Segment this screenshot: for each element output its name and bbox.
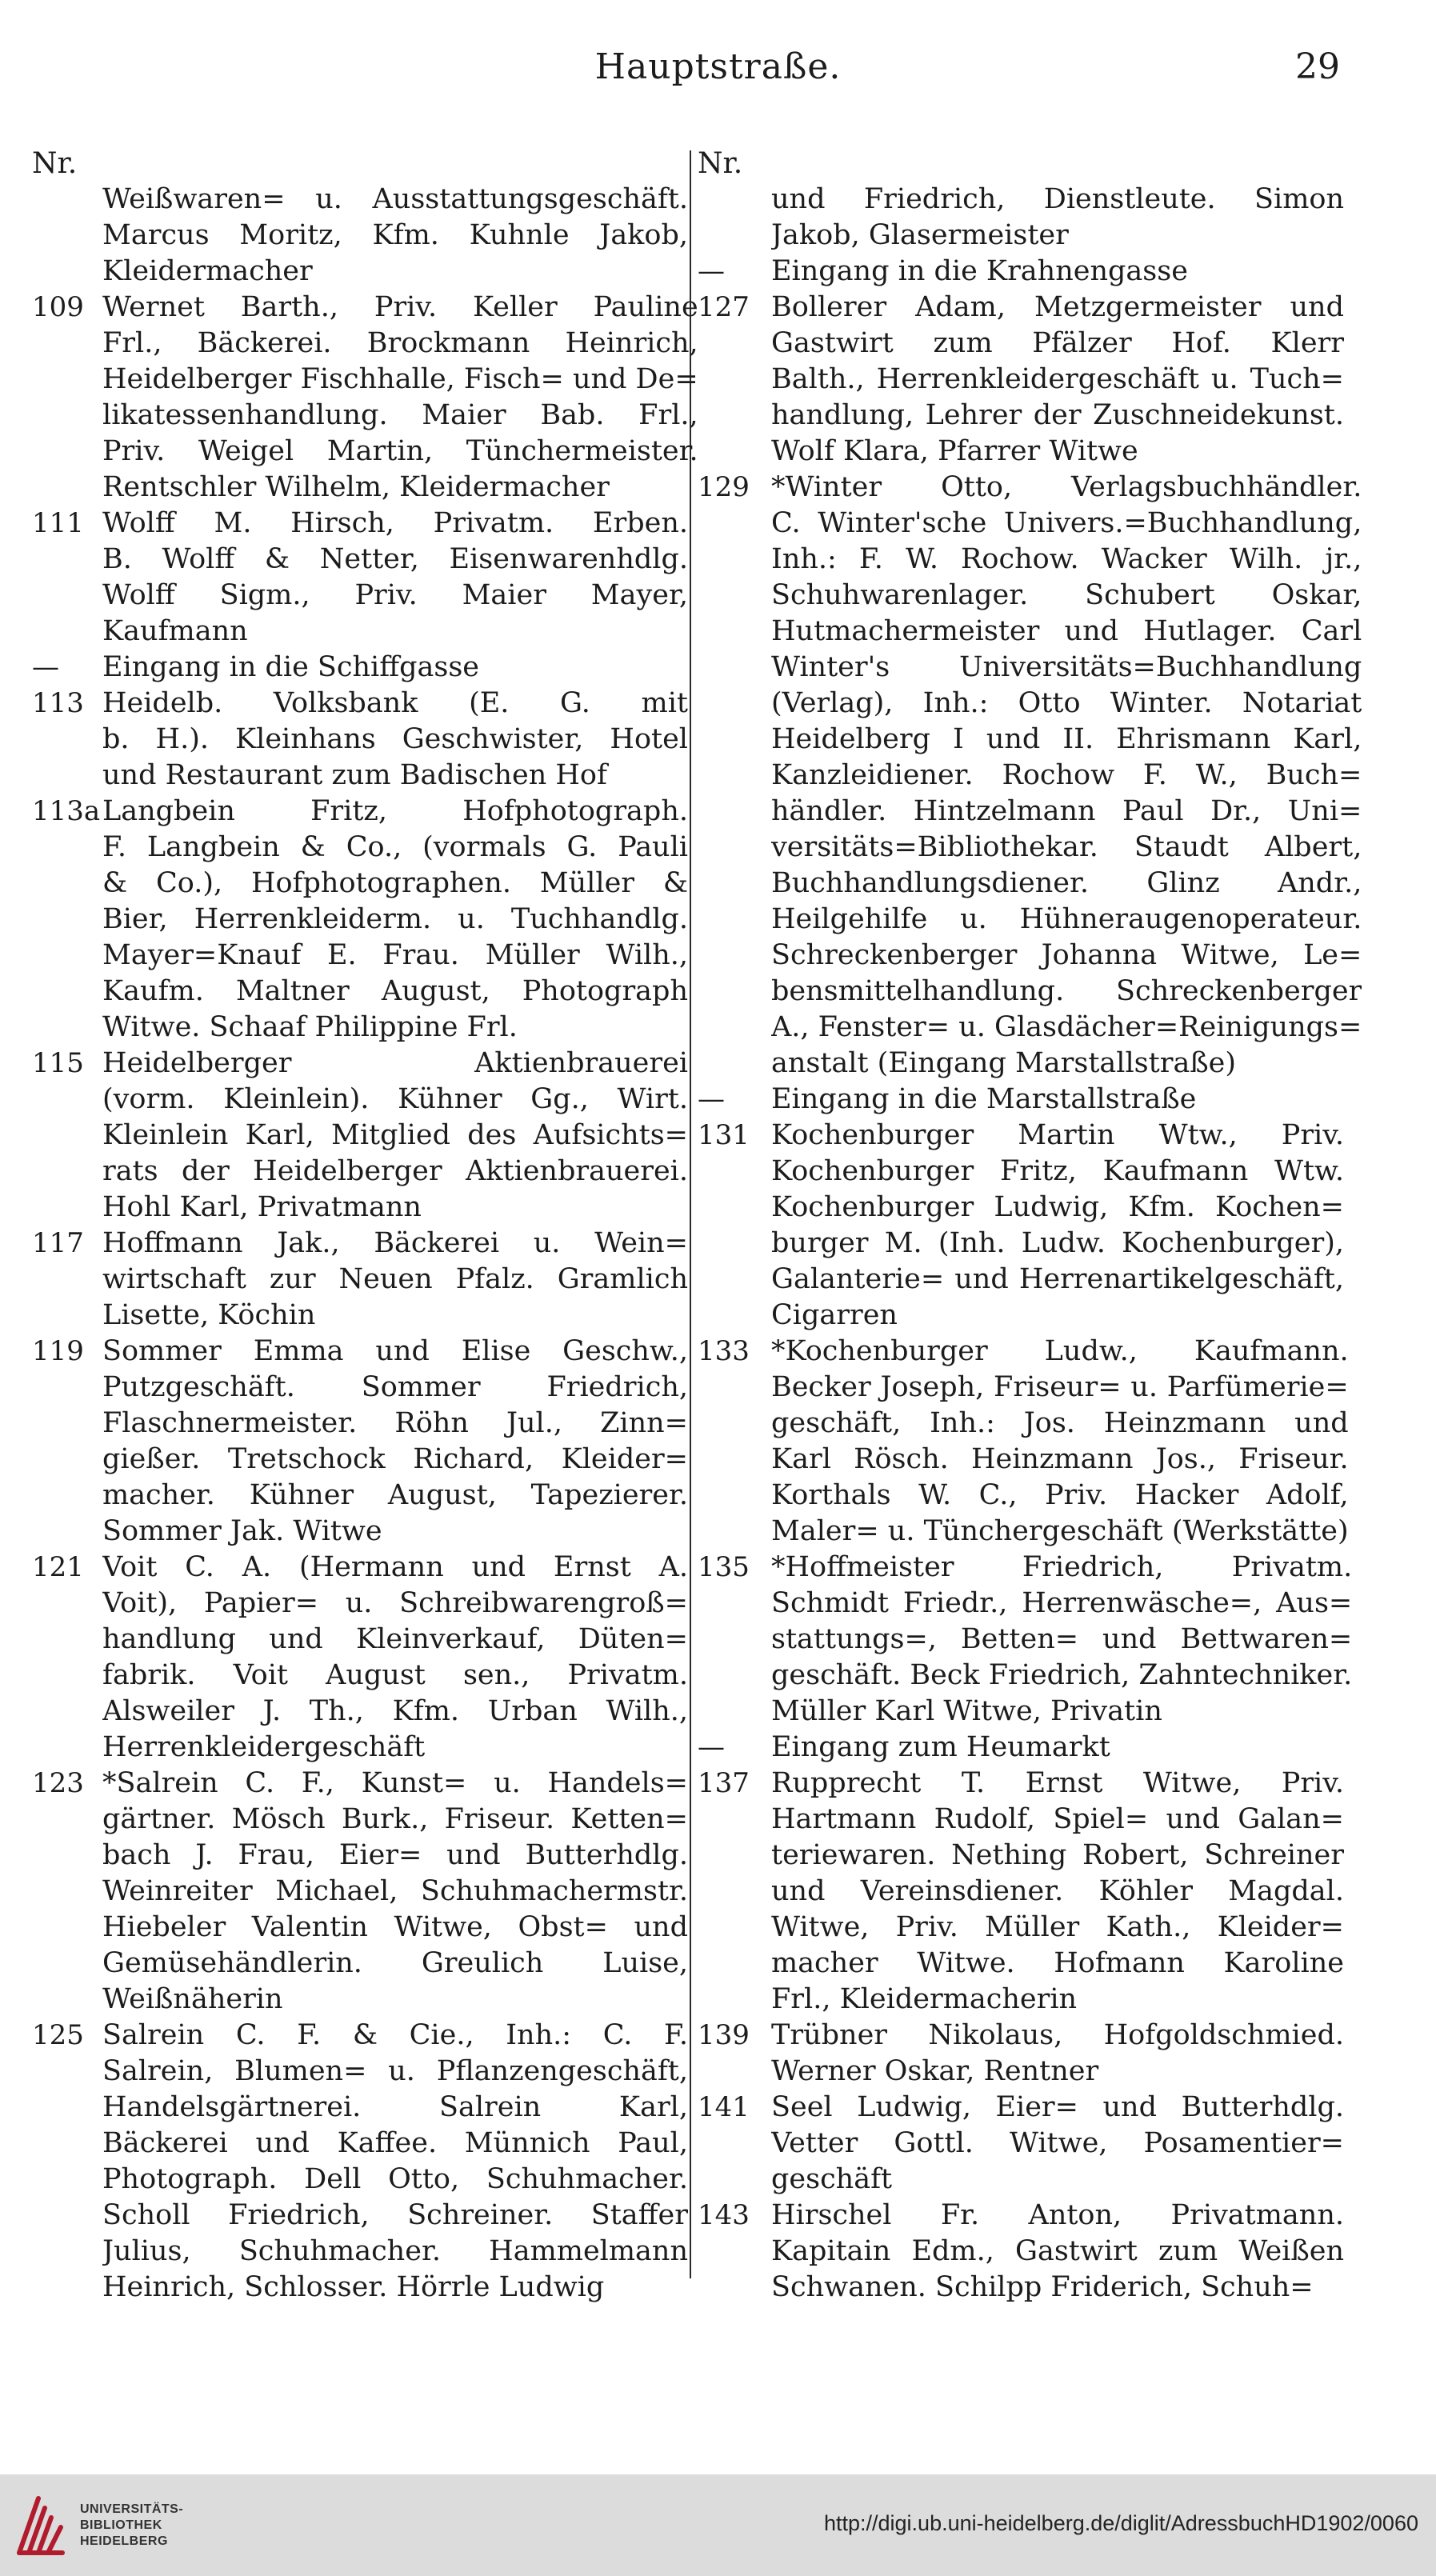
entry-line: Wolff Sigm., Priv. Maier Mayer, — [102, 579, 688, 611]
house-number: 135 — [698, 1551, 750, 1583]
entry-line: Hohl Karl, Privatmann — [102, 1191, 422, 1223]
entry-line: bensmittelhandlung. Schreckenberger — [771, 975, 1362, 1007]
entry-line: Kleidermacher — [102, 255, 313, 287]
entry-line: B. Wolff & Netter, Eisenwarenhdlg. — [102, 543, 688, 575]
entry-line: Alsweiler J. Th., Kfm. Urban Wilh., — [102, 1695, 688, 1727]
entry-line: Voit), Papier= u. Schreibwarengroß= — [102, 1587, 688, 1619]
entry-line: Müller Karl Witwe, Privatin — [771, 1695, 1162, 1727]
house-number: — — [32, 651, 59, 683]
address-entry — [32, 1766, 688, 2018]
entry-line: Schmidt Friedr., Herrenwäsche=, Aus= — [771, 1587, 1353, 1619]
entry-line: Gastwirt zum Pfälzer Hof. Klerr — [771, 327, 1344, 359]
entry-line: Heidelberger Aktienbrauerei — [102, 1047, 688, 1079]
source-url-link[interactable]: http://digi.ub.uni-heidelberg.de/diglit/AdressbuchHD1902/0060 — [823, 2511, 1418, 2535]
entry-line: Kochenburger Ludwig, Kfm. Kochen= — [771, 1191, 1344, 1223]
house-number: 141 — [698, 2091, 750, 2123]
entry-text — [102, 1334, 688, 1550]
address-entry — [32, 794, 688, 1046]
street-entrance-entry — [32, 650, 688, 686]
entry-line: Voit C. A. (Hermann und Ernst A. — [102, 1551, 688, 1583]
street-entrance-entry — [698, 254, 1344, 290]
entry-line: teriewaren. Nething Robert, Schreiner — [771, 1839, 1344, 1871]
entry-line: macher. Kühner August, Tapezierer. — [102, 1479, 688, 1511]
entry-text — [771, 254, 1344, 290]
entry-line: *Kochenburger Ludw., Kaufmann. — [771, 1335, 1349, 1367]
entry-line: geschäft. Beck Friedrich, Zahntechniker. — [771, 1659, 1353, 1691]
entry-line: Handelsgärtnerei. Salrein Karl, — [102, 2091, 688, 2123]
entry-text — [771, 1334, 1349, 1550]
entry-text — [102, 686, 688, 794]
page-header — [0, 46, 1436, 102]
entry-line: Inh.: F. W. Rochow. Wacker Wilh. jr., — [771, 543, 1362, 575]
entry-text — [771, 2198, 1344, 2306]
entry-line: A., Fenster= u. Glasdächer=Reinigungs= — [771, 1011, 1362, 1043]
entry-line: Trübner Nikolaus, Hofgoldschmied. — [771, 2019, 1344, 2051]
entry-line: Heidelberg I und II. Ehrismann Karl, — [771, 723, 1362, 755]
entry-line: Wolff M. Hirsch, Privatm. Erben. — [102, 507, 688, 539]
house-number: 121 — [32, 1551, 84, 1583]
entry-line: Hartmann Rudolf, Spiel= und Galan= — [771, 1803, 1344, 1835]
house-number: 143 — [698, 2199, 750, 2231]
entry-line: anstalt (Eingang Marstallstraße) — [771, 1047, 1237, 1079]
entry-text — [102, 1226, 688, 1334]
entry-line: Heilgehilfe u. Hühneraugenoperateur. — [771, 903, 1362, 935]
entry-text — [102, 1766, 688, 2018]
entry-line: *Winter Otto, Verlagsbuchhändler. — [771, 471, 1362, 503]
entry-line: Rentschler Wilhelm, Kleidermacher — [102, 471, 610, 503]
entry-line: Julius, Schuhmacher. Hammelmann — [102, 2235, 688, 2267]
address-entry — [698, 1766, 1344, 2018]
entry-line: versitäts=Bibliothekar. Staudt Albert, — [771, 831, 1362, 863]
entry-line: Schreckenberger Johanna Witwe, Le= — [771, 939, 1362, 971]
address-entry — [698, 2198, 1344, 2306]
entry-line: Buchhandlungsdiener. Glinz Andr., — [771, 867, 1362, 899]
entry-line: Galanterie= und Herrenartikelgeschäft, — [771, 1263, 1344, 1295]
house-number: 113 — [32, 687, 84, 719]
address-entry — [698, 2018, 1344, 2090]
entry-line: (Verlag), Inh.: Otto Winter. Notariat — [771, 687, 1362, 719]
entry-line: C. Winter'sche Univers.=Buchhandlung, — [771, 507, 1362, 539]
address-entry — [698, 1334, 1349, 1550]
entry-line: Heidelberger Fischhalle, Fisch= und De= — [102, 363, 698, 395]
entry-line: Jakob, Glasermeister — [771, 219, 1069, 251]
entry-line: Hoffmann Jak., Bäckerei u. Wein= — [102, 1227, 688, 1259]
street-entrance-entry — [698, 1730, 1344, 1766]
entry-line: *Salrein C. F., Kunst= u. Handels= — [102, 1767, 688, 1799]
address-entry — [32, 506, 688, 650]
entry-text — [771, 1730, 1344, 1766]
entry-line: geschäft, Inh.: Jos. Heinzmann und — [771, 1407, 1349, 1439]
entry-line: Kochenburger Martin Wtw., Priv. — [771, 1119, 1344, 1151]
house-number: 133 — [698, 1335, 750, 1367]
address-entry — [698, 182, 1344, 254]
entry-text — [102, 1550, 688, 1766]
entry-line: Salrein, Blumen= u. Pflanzengeschäft, — [102, 2055, 688, 2087]
address-entry — [32, 182, 688, 290]
entry-line: F. Langbein & Co., (vormals G. Pauli — [102, 831, 688, 863]
address-entry — [32, 2018, 688, 2306]
entry-line: Marcus Moritz, Kfm. Kuhnle Jakob, — [102, 219, 688, 251]
entry-line: *Hoffmeister Friedrich, Privatm. — [771, 1551, 1353, 1583]
house-number: 125 — [32, 2019, 84, 2051]
house-number: — — [698, 1731, 725, 1763]
house-number: 127 — [698, 291, 750, 323]
entry-line: handlung, Lehrer der Zuschneidekunst. — [771, 399, 1344, 431]
house-number: 137 — [698, 1767, 750, 1799]
entry-line: Cigarren — [771, 1299, 898, 1331]
entry-line: Photograph. Dell Otto, Schuhmacher. — [102, 2163, 688, 2195]
entry-line: (vorm. Kleinlein). Kühner Gg., Wirt. — [102, 1083, 688, 1115]
entry-line: Hirschel Fr. Anton, Privatmann. — [771, 2199, 1344, 2231]
address-entry — [698, 1118, 1344, 1334]
entry-line: Sommer Jak. Witwe — [102, 1515, 382, 1547]
entry-line: Eingang in die Marstallstraße — [771, 1083, 1197, 1115]
entry-text — [102, 290, 698, 506]
house-number: 115 — [32, 1047, 84, 1079]
entry-text — [102, 650, 688, 686]
library-footer — [0, 2474, 1436, 2576]
entry-text — [771, 1082, 1344, 1118]
house-number: 113a — [32, 795, 101, 827]
address-entry — [698, 290, 1344, 470]
entry-line: Korthals W. C., Priv. Hacker Adolf, — [771, 1479, 1349, 1511]
entry-line: Salrein C. F. & Cie., Inh.: C. F. — [102, 2019, 688, 2051]
entry-line: Werner Oskar, Rentner — [771, 2055, 1099, 2087]
entry-text — [102, 2018, 688, 2306]
entry-line: macher Witwe. Hofmann Karoline — [771, 1947, 1344, 1979]
entry-line: Witwe, Priv. Müller Kath., Kleider= — [771, 1911, 1344, 1943]
entry-line: und Restaurant zum Badischen Hof — [102, 759, 607, 791]
house-number: — — [698, 1083, 725, 1115]
address-entry — [32, 1550, 688, 1766]
entry-line: Vetter Gottl. Witwe, Posamentier= — [771, 2127, 1344, 2159]
address-entry — [32, 290, 698, 506]
entry-line: Weißwaren= u. Ausstattungsgeschäft. — [102, 183, 688, 215]
entry-text — [771, 290, 1344, 470]
entry-text — [102, 182, 688, 290]
entry-line: Kanzleidiener. Rochow F. W., Buch= — [771, 759, 1362, 791]
entry-text — [771, 470, 1362, 1082]
entry-line: burger M. (Inh. Ludw. Kochenburger), — [771, 1227, 1344, 1259]
library-name-line: HEIDELBERG — [80, 2534, 168, 2548]
library-logo-icon — [14, 2492, 67, 2558]
entry-line: Frl., Bäckerei. Brockmann Heinrich, — [102, 327, 698, 359]
entry-line: Frl., Kleidermacherin — [771, 1983, 1078, 2015]
entry-line: Scholl Friedrich, Schreiner. Staffer — [102, 2199, 688, 2231]
entry-line: Putzgeschäft. Sommer Friedrich, — [102, 1371, 688, 1403]
nr-heading: Nr. — [32, 147, 78, 180]
entry-line: Seel Ludwig, Eier= und Butterhdlg. — [771, 2091, 1344, 2123]
entry-text — [771, 1118, 1344, 1334]
house-number: 123 — [32, 1767, 84, 1799]
entry-line: Kleinlein Karl, Mitglied des Aufsichts= — [102, 1119, 688, 1151]
right-column — [698, 146, 1362, 2306]
entry-line: Maler= u. Tünchergeschäft (Werkstätte) — [771, 1515, 1349, 1547]
entry-line: Weißnäherin — [102, 1983, 283, 2015]
entry-line: Eingang zum Heumarkt — [771, 1731, 1110, 1763]
street-entrance-entry — [698, 1082, 1344, 1118]
entry-line: und Friedrich, Dienstleute. Simon — [771, 183, 1344, 215]
entry-line: Flaschnermeister. Röhn Jul., Zinn= — [102, 1407, 688, 1439]
entry-line: Becker Joseph, Friseur= u. Parfümerie= — [771, 1371, 1349, 1403]
nr-heading: Nr. — [698, 147, 743, 180]
entry-line: und Vereinsdiener. Köhler Magdal. — [771, 1875, 1344, 1907]
entry-line: Eingang in die Schiffgasse — [102, 651, 480, 683]
address-entry — [698, 1550, 1353, 1730]
entry-line: Heidelb. Volksbank (E. G. mit — [102, 687, 688, 719]
left-column — [32, 146, 698, 2306]
library-name — [80, 2502, 183, 2550]
entry-line: gießer. Tretschock Richard, Kleider= — [102, 1443, 688, 1475]
entry-line: geschäft — [771, 2163, 893, 2195]
entry-line: Rupprecht T. Ernst Witwe, Priv. — [771, 1767, 1344, 1799]
entry-line: Langbein Fritz, Hofphotograph. — [102, 795, 688, 827]
entry-line: Bäckerei und Kaffee. Münnich Paul, — [102, 2127, 688, 2159]
entry-text — [771, 2090, 1344, 2198]
entry-line: händler. Hintzelmann Paul Dr., Uni= — [771, 795, 1362, 827]
entry-line: & Co.), Hofphotographen. Müller & — [102, 867, 688, 899]
address-entry — [32, 1334, 688, 1550]
entry-line: gärtner. Mösch Burk., Friseur. Ketten= — [102, 1803, 688, 1835]
page-title: Hauptstraße. — [594, 46, 842, 87]
library-name-line: UNIVERSITÄTS- — [80, 2502, 184, 2516]
address-entry — [32, 1046, 688, 1226]
address-entry — [32, 686, 688, 794]
entry-line: likatessenhandlung. Maier Bab. Frl., — [102, 399, 698, 431]
entry-line: Schwanen. Schilpp Friderich, Schuh= — [771, 2271, 1314, 2303]
entry-text — [102, 794, 688, 1046]
entry-line: Karl Rösch. Heinzmann Jos., Friseur. — [771, 1443, 1349, 1475]
entry-line: Hutmachermeister und Hutlager. Carl — [771, 615, 1362, 647]
entry-text — [771, 182, 1344, 254]
address-entry — [698, 470, 1362, 1082]
entry-text — [771, 2018, 1344, 2090]
entry-line: Kaufmann — [102, 615, 248, 647]
entry-line: Herrenkleidergeschäft — [102, 1731, 426, 1763]
entry-line: Weinreiter Michael, Schuhmachermstr. — [102, 1875, 688, 1907]
entry-line: Wolf Klara, Pfarrer Witwe — [771, 435, 1138, 467]
entry-line: Mayer=Knauf E. Frau. Müller Wilh., — [102, 939, 688, 971]
entry-line: handlung und Kleinverkauf, Düten= — [102, 1623, 688, 1655]
entry-line: wirtschaft zur Neuen Pfalz. Gramlich — [102, 1263, 688, 1295]
entry-line: Witwe. Schaaf Philippine Frl. — [102, 1011, 518, 1043]
entry-line: Kochenburger Fritz, Kaufmann Wtw. — [771, 1155, 1344, 1187]
house-number: 111 — [32, 507, 84, 539]
house-number: 117 — [32, 1227, 84, 1259]
house-number: 119 — [32, 1335, 84, 1367]
entry-text — [102, 506, 688, 650]
entry-line: fabrik. Voit August sen., Privatm. — [102, 1659, 688, 1691]
entry-line: Priv. Weigel Martin, Tünchermeister. — [102, 435, 698, 467]
entry-line: Schuhwarenlager. Schubert Oskar, — [771, 579, 1362, 611]
entry-line: Hiebeler Valentin Witwe, Obst= und — [102, 1911, 688, 1943]
house-number: 129 — [698, 471, 750, 503]
entry-line: Kaufm. Maltner August, Photograph — [102, 975, 688, 1007]
entry-line: Bier, Herrenkleiderm. u. Tuchhandlg. — [102, 903, 688, 935]
entry-line: Heinrich, Schlosser. Hörrle Ludwig — [102, 2271, 605, 2303]
entry-line: Lisette, Köchin — [102, 1299, 316, 1331]
entry-line: Bollerer Adam, Metzgermeister und — [771, 291, 1344, 323]
house-number: 139 — [698, 2019, 750, 2051]
address-entry — [698, 2090, 1344, 2198]
house-number: 131 — [698, 1119, 750, 1151]
house-number: — — [698, 255, 725, 287]
entry-line: Gemüsehändlerin. Greulich Luise, — [102, 1947, 688, 1979]
entry-line: Sommer Emma und Elise Geschw., — [102, 1335, 688, 1367]
entry-line: Eingang in die Krahnengasse — [771, 255, 1188, 287]
entry-line: Wernet Barth., Priv. Keller Pauline — [102, 291, 698, 323]
entry-line: stattungs=, Betten= und Bettwaren= — [771, 1623, 1353, 1655]
entry-text — [771, 1766, 1344, 2018]
entry-line: Kapitain Edm., Gastwirt zum Weißen — [771, 2235, 1344, 2267]
entry-line: Balth., Herrenkleidergeschäft u. Tuch= — [771, 363, 1344, 395]
entry-text — [771, 1550, 1352, 1730]
entry-line: b. H.). Kleinhans Geschwister, Hotel — [102, 723, 688, 755]
entry-line: Winter's Universitäts=Buchhandlung — [771, 651, 1362, 683]
entry-line: rats der Heidelberger Aktienbrauerei. — [102, 1155, 688, 1187]
entry-line: bach J. Frau, Eier= und Butterhdlg. — [102, 1839, 688, 1871]
entry-text — [102, 1046, 688, 1226]
house-number: 109 — [32, 291, 84, 323]
page-number: 29 — [1295, 46, 1340, 87]
address-entry — [32, 1226, 688, 1334]
library-name-line: BIBLIOTHEK — [80, 2518, 162, 2532]
